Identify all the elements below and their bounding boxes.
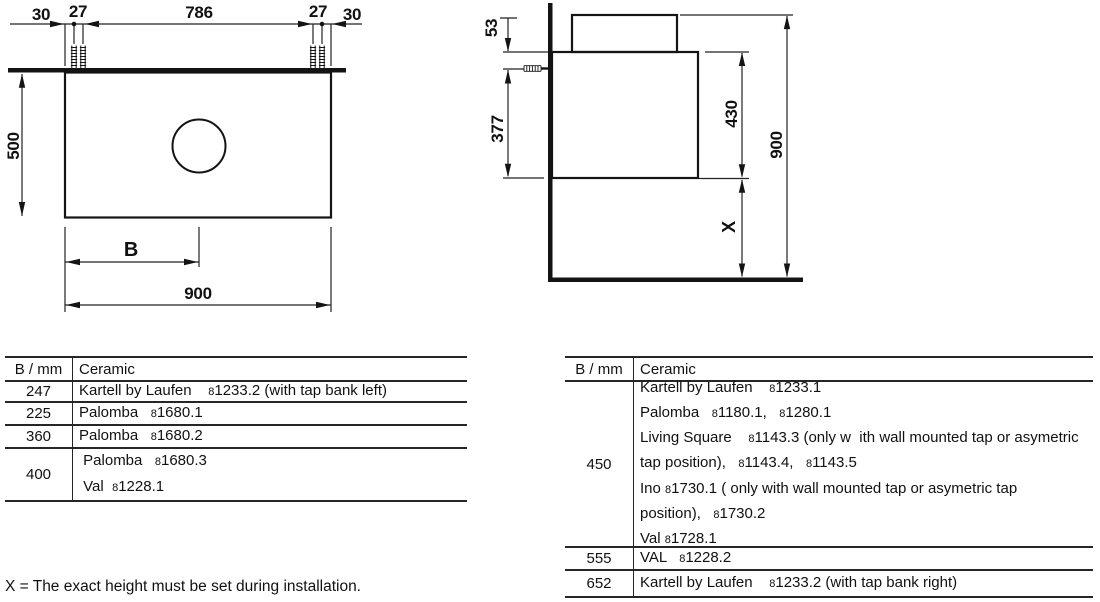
front-cabinet-outline [65,73,331,218]
ceramic-cell [73,382,467,401]
ceramic-cell [634,548,1093,569]
footnote-x-definition: X = The exact height must be set during installation. [5,578,361,595]
header-ceramic: Ceramic [79,360,135,378]
side-washbasin-outline [572,15,677,52]
dim-label-27-left: 27 [68,2,88,21]
header-ceramic: Ceramic [640,360,696,378]
ceramic-line: Val 81228.1 [79,477,165,495]
floor-line [548,278,803,283]
ceramic-line: Kartell by Laufen 81233.2 (with tap bank right) [640,573,958,591]
side-dimension-lines [500,15,793,277]
wall-screw-icon [524,66,550,72]
dim-label-900-side: 900 [767,131,786,159]
ceramic-cell [73,449,467,500]
b-value-cell: 225 [5,403,73,424]
table-row [565,571,1093,598]
ceramic-line: Palomba 81680.1 [79,403,203,421]
dim-label-x: X [719,221,739,233]
ceramic-table-left [5,356,467,502]
table-row [5,382,467,403]
ceramic-line: Kartell by Laufen 81233.2 (with tap bank left) [79,381,387,399]
b-value-cell: 400 [5,449,73,500]
table-row [5,426,467,449]
side-cabinet-outline [552,52,698,178]
dim-label-430: 430 [722,100,741,128]
table-row [565,548,1093,571]
side-view-drawing [440,0,820,330]
dim-label-500: 500 [4,132,23,160]
dim-label-30-left: 30 [31,5,51,24]
table-body [5,382,467,502]
table-body [565,378,1093,598]
ceramic-line: Palomba 81680.2 [79,426,203,444]
dim-label-b: B [123,239,139,261]
b-value-cell: 450 [565,382,634,546]
dim-label-786: 786 [185,3,213,22]
dim-label-53: 53 [482,18,501,38]
ceramic-line: VAL 81228.2 [640,548,732,566]
front-dimension-arrows [19,21,346,308]
header-b-mm: B / mm [565,358,634,380]
ceramic-line: Ino 81730.1 ( only with wall mounted tap or asymetric tap [640,479,1018,497]
ceramic-line: Val 81728.1 [640,530,717,548]
dim-label-900: 900 [184,284,212,303]
dim-label-30-right: 30 [342,5,362,24]
table-row [5,449,467,502]
ceramic-cell [73,426,467,447]
ceramic-line: Kartell by Laufen 81233.1 [640,378,822,396]
dim-label-377: 377 [488,115,507,143]
header-b-mm: B / mm [5,358,73,380]
ceramic-table-right [565,356,1093,598]
ceramic-line: Palomba 81180.1, 81280.1 [640,404,832,421]
ceramic-line: tap position), 81143.4, 81143.5 [640,454,857,472]
b-value-cell: 555 [565,548,634,569]
ceramic-cell [73,403,467,424]
front-view-drawing [0,0,380,330]
dim-label-27-right: 27 [308,2,328,21]
ceramic-cell [634,378,1093,548]
table-row [5,403,467,426]
drain-hole-circle [173,120,226,173]
table-row [565,378,1093,548]
b-value-cell: 652 [565,571,634,596]
ceramic-cell [634,571,1093,596]
ceramic-line: Living Square 81143.3 (only w ith wall mounted tap or asymetric [640,429,1079,447]
ceramic-line: position), 81730.2 [640,504,766,522]
b-value-cell: 360 [5,426,73,447]
ceramic-line: Palomba 81680.3 [79,452,207,470]
b-value-cell: 247 [5,382,73,401]
side-dimension-arrows [505,16,790,277]
